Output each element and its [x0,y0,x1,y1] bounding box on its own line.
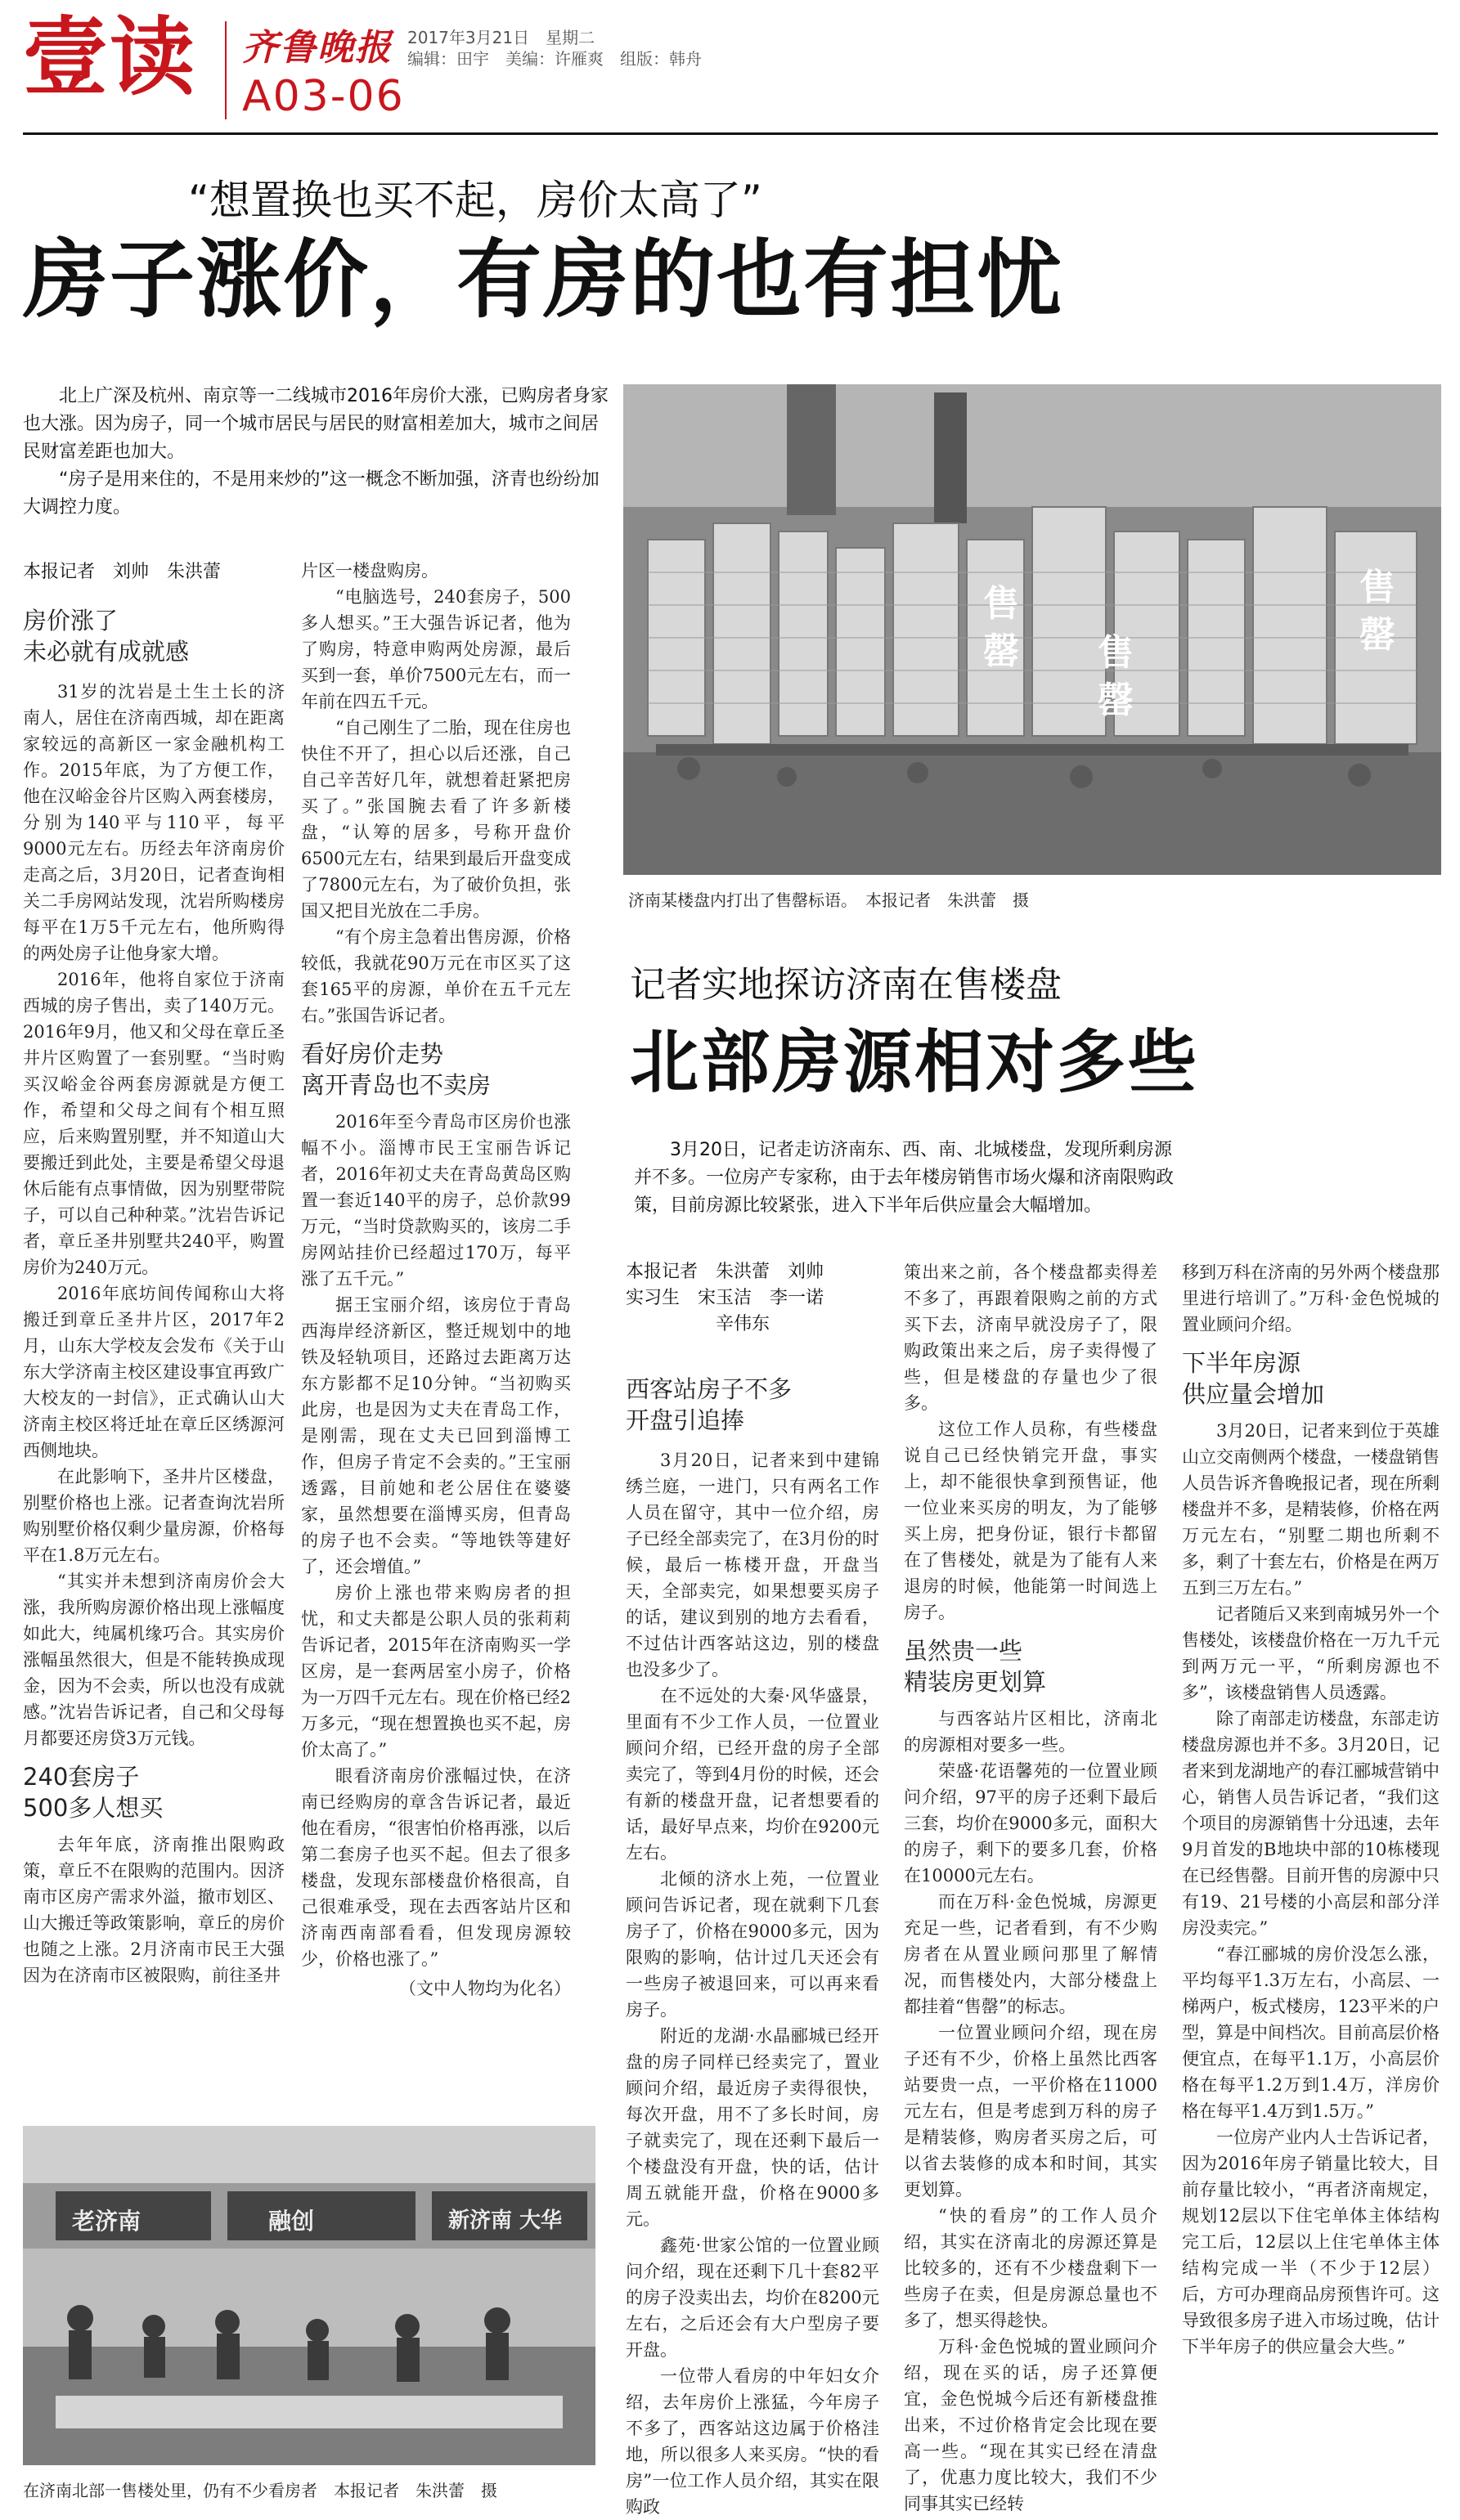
paragraph: 在不远处的大秦·风华盛景，里面有不少工作人员，一位置业顾问介绍，已经开盘的房子全部卖完了，等到4月份的时候，还会有新的楼盘开盘，记者想要看的话，最好早点来，均价在9200元左右。 [626,1686,879,1863]
paragraph: 除了南部走访楼盘，东部走访楼盘房源也并不多。3月20日，记者来到龙湖地产的春江郦城营销中心，销售人员告诉记者，“我们这个项目的房源销售十分迅速，去年9月首发的B地块中部的10栋楼现在已经售罄。目前开售的房源中只有19、21号楼的小高层和部分洋房没卖完。” [1182,1709,1440,1938]
bottom-photo-caption: 在济南北部一售楼处里，仍有不少看房者 本报记者 朱洪蕾 摄 [23,2481,497,2500]
paragraph: 万科·金色悦城的置业顾问介绍，现在买的话，房子还算便宜，金色悦城今后还有新楼盘推出来，不过价格肯定会比现在要高一些。“现在其实已经在清盘了，优惠力度比较大，我们不少同事其实已经转 [904,2337,1157,2513]
top-photo-caption: 济南某楼盘内打出了售罄标语。 本报记者 朱洪蕾 摄 [628,890,1029,910]
masthead-rule [23,132,1438,135]
article2-byline [626,1259,824,1338]
paragraph: 在此影响下，圣井片区楼盘，别墅价格也上涨。记者查询沈岩所购别墅价格仅剩少量房源，价格每平在1.8万元左右。 [23,1467,285,1565]
sign-char: 罄 [1359,614,1395,656]
paragraph: 这位工作人员称，有些楼盘说自己已经快销完开盘，事实上，却不能很快拿到预售证，他一位业来买房的明友，为了能够买上房，把身份证，银行卡都留在了售楼处，就是为了能有人来退房的时候，他能第一时间选上房子。 [904,1419,1157,1622]
subhead [1182,1347,1440,1410]
paragraph: 2016年至今青岛市区房价也涨幅不小。淄博市民王宝丽告诉记者，2016年初丈夫在青岛黄岛区购置一套近140平的房子，总价款99万元，“当时贷款购买的，该房二手房网站挂价已经超过170万，每平涨了五千元。” [301,1112,571,1289]
article2-kicker: 记者实地探访济南在售楼盘 [630,964,1062,1006]
paragraph: 3月20日，记者来到位于英雄山立交南侧两个楼盘，一楼盘销售人员告诉齐鲁晚报记者，现在所剩楼盘并不多，是精装修，价格在两万元左右，“别墅二期也所剩不多，剩了十套左右，价格是在两万五到三万左右。” [1182,1421,1440,1598]
sign-char: 售 [1098,632,1134,674]
paragraph: 一位房产业内人士告诉记者，因为2016年房子销量比较大，目前存量比较小，“再者济南规定，规划12层以下住宅单体主体结构完工后，12层以上住宅单体主体结构完成一半（不少于12层）后，方可办理商品房预售许可。这导致很多房子进入市场过晚，估计下半年房子的供应量会大些。” [1182,2128,1440,2356]
paragraph: “自己刚生了二胎，现在住房也快住不开了，担心以后还涨，自己自己辛苦好几年，就想着赶紧把房买了。”张国腕去看了许多新楼盘，“认筹的居多，号称开盘价6500元左右，结果到最后开盘变成了7800元左右，为了破价负担，张国又把目光放在二手房。 [301,718,571,921]
sales-office-illustration [23,2126,595,2465]
subhead-line: 未必就有成就感 [23,638,190,666]
paragraph: “春江郦城的房价没怎么涨，平均每平1.3万左右，小高层、一梯两户，板式楼房，123平米的户型，算是中间档次。目前高层价格便宜点，在每平1.1万，小高层价格在每平1.2万到1.4万，洋房价格在每平1.4万到1.5万。” [1182,1944,1440,2121]
signboard: 融创 [268,2208,315,2235]
sold-out-building-photo [623,384,1441,875]
article1-column-1 [23,605,285,1989]
paragraph: 片区一楼盘购房。 [301,561,438,581]
sign-char: 售 [983,583,1019,625]
sign-char: 售 [1359,567,1395,608]
subhead-line: 房价涨了 [23,607,119,634]
article1-kicker: “想置换也买不起，房价太高了” [188,177,762,224]
sold-out-sign [1098,630,1134,724]
byline-line: 实习生 宋玉洁 李一诺 [626,1288,824,1308]
paragraph: 而在万科·金色悦城，房源更充足一些，记者看到，有不少购房者在从置业顾问那里了解情况，而售楼处内，大部分楼盘上都挂着“售罄”的标志。 [904,1892,1157,2016]
paragraph: 一位带人看房的中年妇女介绍，去年房价上涨猛，今年房子不多了，西客站这边属于价格洼地，所以很多人来买房。“快的看房”一位工作人员介绍，其实在限购政 [626,2366,879,2517]
article2-column-1 [626,1374,879,2520]
paragraph: 眼看济南房价涨幅过快，在济南已经购房的章含告诉记者，最近他在看房，“很害怕价格再涨，以后第二套房子也买不起。但去了很多楼盘，发现东部楼盘价格很高，自己很难承受，现在去西客站片区和济南西南部看看，但发现房源较少，价格也涨了。” [301,1766,571,1969]
subhead-line: 开盘引追捧 [626,1406,745,1434]
date-line: 2017年3月21日 星期二 [407,28,595,47]
sign-char: 罄 [1098,679,1134,721]
byline-line: 辛伟东 [716,1314,770,1334]
page-number: A03-06 [242,72,405,121]
sales-office-photo [23,2126,595,2465]
newspaper-logo: 齐鲁晚报 [242,27,393,69]
subhead-line: 500多人想买 [23,1794,164,1822]
paragraph: 31岁的沈岩是土生土长的济南人，居住在济南西城，却在距离家较远的高新区一家金融机构工作。2015年底，为了方便工作，他在汉峪金谷片区购入两套楼房，分别为140平与110平，每平9000元左右。历经去年济南房价走高之后，3月20日，记者查询相关二手房网站发现，沈岩所购楼房每平在1万5千元左右，他所购得的两处房子让他身家大增。 [23,682,285,963]
subhead [23,1761,285,1823]
paragraph: “其实并未想到济南房价会大涨，我所购房源价格出现上涨幅度如此大，纯属机缘巧合。其实房价涨幅虽然很大，但是不能转换成现金，因为不会卖，所以也没有成就感。”沈岩告诉记者，自己和父母每月都要还房贷3万元钱。 [23,1572,285,1748]
sign-char: 罄 [983,630,1019,672]
section-title: 壹读 [23,7,197,107]
article1-byline: 本报记者 刘帅 朱洪蕾 [23,562,222,582]
building-model-illustration [623,384,1441,875]
article2-column-2 [904,1259,1157,2517]
subhead-line: 240套房子 [23,1763,140,1791]
sold-out-sign [1359,564,1395,659]
signboard: 老济南 [72,2208,142,2235]
subhead-line: 西客站房子不多 [626,1375,793,1403]
subhead-line: 精装房更划算 [904,1668,1047,1696]
byline-line: 本报记者 朱洪蕾 刘帅 [626,1262,824,1282]
article1-headline: 房子涨价，有房的也有担忧 [23,230,1064,330]
paragraph: “有个房主急着出售房源，价格较低，我就花90万元在市区买了这套165平的房源，单价在五千元左右。”张国告诉记者。 [301,927,571,1025]
paragraph: 房价上涨也带来购房者的担忧，和丈夫都是公职人员的张莉莉告诉记者，2015年在济南购买一学区房，是一套两居室小房子，价格为一万四千元左右。现在价格已经2万多元，“现在想置换也买不起，房价太高了。” [301,1583,571,1760]
paragraph: 去年年底，济南推出限购政策，章丘不在限购的范围内。因济南市区房产需求外溢，撤市划区、山大搬迁等政策影响，章丘的房价也随之上涨。2月济南市民王大强因为在济南市区被限购，前往圣井 [23,1835,285,1985]
name-note: （文中人物均为化名） [399,1979,571,1998]
paragraph: 据王宝丽介绍，该房位于青岛西海岸经济新区，整迁规划中的地铁及轻轨项目，还路过去距离万达东方影都不足10分钟。“当初购买此房，也是因为丈夫在青岛工作，是刚需，现在丈夫已回到淄博工作，但房子肯定不会卖的。”王宝丽透露，目前她和老公居住在婆婆家，虽然想要在淄博买房，但青岛的房子也不会卖。“等地铁等建好了，还会增值。” [301,1295,571,1576]
subhead-line: 虽然贵一些 [904,1637,1023,1665]
article2-column-3 [1182,1259,1440,2360]
paragraph: 策出来之前，各个楼盘都卖得差不多了，再跟着限购之前的方式买下去，济南早就没房子了，限购政策出来之后，房子卖得慢了些，但是楼盘的存量也少了很多。 [904,1262,1157,1413]
subhead-line: 看好房价走势 [301,1040,444,1068]
paragraph: 一位置业顾问介绍，现在房子还有不少，价格上虽然比西客站要贵一点，一平价格在11000元左右，但是考虑到万科的房子是精装修，购房者买房之后，可以省去装修的成本和时间，其实更划算。 [904,2023,1157,2199]
paragraph: 记者随后又来到南城另外一个售楼处，该楼盘价格在一万九千元到两万元一平，“所剩房源也不多”，该楼盘销售人员透露。 [1182,1604,1440,1702]
subhead [301,1038,571,1101]
paragraph: 荣盛·花语馨苑的一位置业顾问介绍，97平的房子还剩下最后三套，均价在9000多元，面积大的房子，剩下的要多几套，价格在10000元左右。 [904,1761,1157,1886]
paragraph: 北倾的济水上苑，一位置业顾问告诉记者，现在就剩下几套房子了，价格在9000多元，因为限购的影响，估计过几天还会有一些房子被退回来，可以再来看房子。 [626,1869,879,2020]
article1-column-2 [301,558,571,2002]
paragraph: 2016年，他将自家位于济南西城的房子售出，卖了140万元。2016年9月，他又和父母在章丘圣井片区购置了一套别墅。“当时购买汉峪金谷两套房源就是方便工作，希望和父母之间有个相互照应，后来购置别墅，并不知道山大要搬迁到此处，主要是希望父母退休后能有点事情做，因为别墅带院子，可以自己种种菜。”沈岩告诉记者，章丘圣井别墅共240平，购置房价为240万元。 [23,970,285,1277]
subhead-line: 供应量会增加 [1182,1380,1325,1408]
lead-paragraph: “房子是用来住的，不是用来炒的”这一概念不断加强，济青也纷纷加大调控力度。 [23,469,600,518]
subhead [23,605,285,667]
paragraph: “电脑选号，240套房子，500多人想买。”王大强告诉记者，他为了购房，特意申购两处房源，最后买到一套，单价7500元左右，而一年前在四五千元。 [301,587,571,711]
lead-paragraph: 北上广深及杭州、南京等一二线城市2016年房价大涨，已购房者身家也大涨。因为房子，同一个城市居民与居民的财富相差加大，城市之间居民财富差距也加大。 [23,386,609,462]
article2-lead [634,1137,1174,1220]
subhead-line: 下半年房源 [1182,1349,1301,1377]
paragraph: 附近的龙湖·水晶郦城已经开盘的房子同样已经卖完了，置业顾问介绍，最近房子卖得很快，每次开盘，用不了多长时间，房子就卖完了，现在还剩下最后一个楼盘没有开盘，快的话，估计周五就能开盘，价格在9000多元。 [626,2026,879,2229]
subhead-line: 离开青岛也不卖房 [301,1071,492,1099]
article2-headline: 北部房源相对多些 [630,1022,1200,1102]
paragraph: 2016年底坊间传闻称山大将搬迁到章丘圣井片区，2017年2月，山东大学校友会发布《关于山东大学济南主校区建设事宜再致广大校友的一封信》，正式确认山大济南主校区将迁址在章丘区绣源河西侧地块。 [23,1284,285,1460]
paragraph: 鑫苑·世家公馆的一位置业顾问介绍，现在还剩下几十套82平的房子没卖出去，均价在8200元左右，之后还会有大户型房子要开盘。 [626,2235,879,2360]
masthead-divider [225,21,227,119]
subhead [626,1374,879,1436]
subhead [904,1635,1157,1697]
paragraph: “快的看房”的工作人员介绍，其实在济南北的房源还算是比较多的，还有不少楼盘剩下一些房子在卖，但是房源总量也不多了，想买得趁快。 [904,2206,1157,2330]
sold-out-sign [983,581,1019,675]
article1-lead [23,383,612,522]
paragraph: 移到万科在济南的另外两个楼盘那里进行培训了。”万科·金色悦城的置业顾问介绍。 [1182,1262,1440,1334]
paragraph: 与西客站片区相比，济南北的房源相对要多一些。 [904,1709,1157,1755]
paragraph: 3月20日，记者来到中建锦绣兰庭，一进门，只有两名工作人员在留守，其中一位介绍，房子已经全部卖完了，在3月份的时候，最后一栋楼开盘，开盘当天，全部卖完，如果想要买房子的话，建议到别的地方去看看，不过估计西客站这边，别的楼盘也没多少了。 [626,1451,879,1679]
editors-line: 编辑：田宇 美编：许雁爽 组版：韩舟 [407,49,702,69]
signboard: 新济南 大华 [448,2208,563,2233]
lead-paragraph: 3月20日，记者走访济南东、西、南、北城楼盘，发现所剩房源并不多。一位房产专家称，由于去年楼房销售市场火爆和济南限购政策，目前房源比较紧张，进入下半年后供应量会大幅增加。 [634,1140,1175,1216]
